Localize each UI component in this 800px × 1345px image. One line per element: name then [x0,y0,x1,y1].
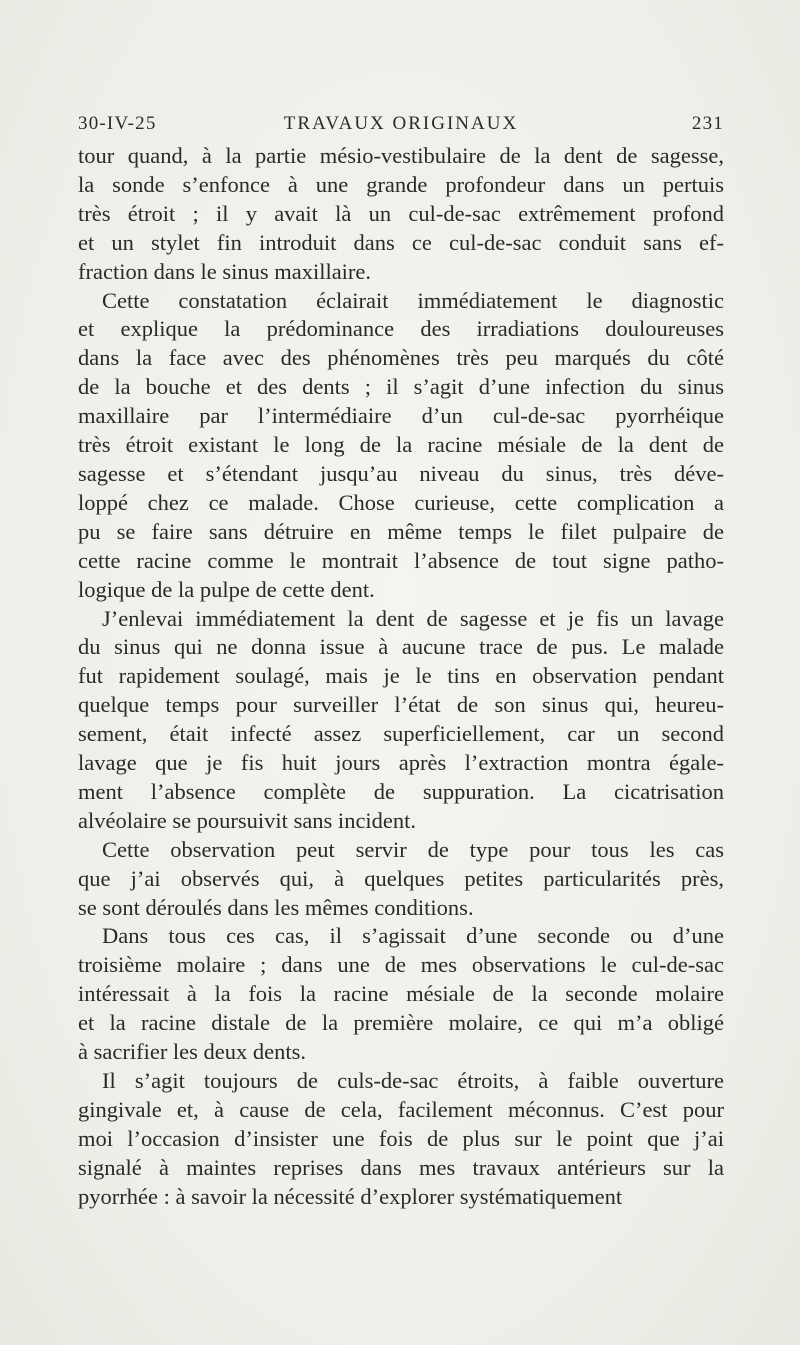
text-line: quelque temps pour surveiller l’état de son sinus qui, heureu- [78,692,724,718]
text-line: pu se faire sans détruire en même temps le filet pulpaire de [78,518,724,544]
text-line: et explique la prédominance des irradiations douloureuses [78,316,724,342]
text-line: loppé chez ce malade. Chose curieuse, cette complication a [78,489,724,515]
paragraph [78,142,724,287]
text-line: et un stylet fin introduit dans ce cul-de-sac conduit sans ef- [78,229,724,255]
text-line: moi l’occasion d’insister une fois de plus sur le point que j’ai [78,1125,724,1151]
text-line: Il s’agit toujours de culs-de-sac étroits, à faible ouverture [102,1068,724,1093]
text-line: maxillaire par l’intermédiaire d’un cul-de-sac pyorrhéique [78,403,724,429]
text-line: du sinus qui ne donna issue à aucune trace de pus. Le malade [78,634,724,660]
text-line: dans la face avec des phénomènes très peu marqués du côté [78,345,724,371]
text-line: lavage que je fis huit jours après l’extraction montra égale- [78,750,724,776]
text-line: fraction dans le sinus maxillaire. [78,258,372,284]
paragraph [78,287,724,605]
text-line: cette racine comme le montrait l’absence de tout signe patho- [78,547,724,573]
paragraph [78,1067,724,1212]
text-line: se sont déroulés dans les mêmes conditions. [78,894,474,920]
text-line: sagesse et s’étendant jusqu’au niveau du sinus, très déve- [78,460,724,486]
text-line: gingivale et, à cause de cela, facilement méconnus. C’est pour [78,1096,724,1122]
text-line: ment l’absence complète de suppuration. La cicatrisation [78,778,724,804]
text-line: très étroit existant le long de la racine mésiale de la dent de [78,432,724,458]
text-line: Cette observation peut servir de type pour tous les cas [102,836,724,862]
text-line: pyorrhée : à savoir la nécessité d’explorer systématiquement [78,1183,623,1209]
header-date: 30-IV-25 [78,113,157,134]
body-text [78,142,724,1212]
text-line: sement, était infecté assez superficiellement, car un second [78,721,724,747]
text-line: que j’ai observés qui, à quelques petites particularités près, [78,865,724,891]
page-number: 231 [691,113,724,134]
paragraph [78,922,724,1067]
text-line: à sacrifier les deux dents. [78,1039,307,1065]
text-line: logique de la pulpe de cette dent. [78,576,375,602]
paragraph [78,836,724,923]
text-line: et la racine distale de la première molaire, ce qui m’a obligé [78,1010,724,1036]
text-line: de la bouche et des dents ; il s’agit d’une infection du sinus [78,374,724,400]
text-line: tour quand, à la partie mésio-vestibulaire de la dent de sagesse, [78,143,724,168]
text-line: très étroit ; il y avait là un cul-de-sac extrêmement profond [78,200,724,226]
text-line: troisième molaire ; dans une de mes observations le cul-de-sac [78,952,724,978]
text-line: fut rapidement soulagé, mais je le tins en observation pendant [78,663,724,689]
text-line: Dans tous ces cas, il s’agissait d’une seconde ou d’une [102,923,724,949]
paragraph [78,605,724,836]
header-title: TRAVAUX ORIGINAUX [283,113,519,134]
text-line: la sonde s’enfonce à une grande profondeur dans un pertuis [78,171,724,197]
text-line: J’enlevai immédiatement la dent de sagesse et je fis un lavage [102,605,724,631]
text-line: alvéolaire se poursuivit sans incident. [78,807,417,833]
text-line: signalé à maintes reprises dans mes travaux antérieurs sur la [78,1154,724,1180]
running-header [78,113,724,141]
text-line: intéressait à la fois la racine mésiale de la seconde molaire [78,981,724,1007]
text-line: Cette constatation éclairait immédiatement le diagnostic [102,287,724,313]
